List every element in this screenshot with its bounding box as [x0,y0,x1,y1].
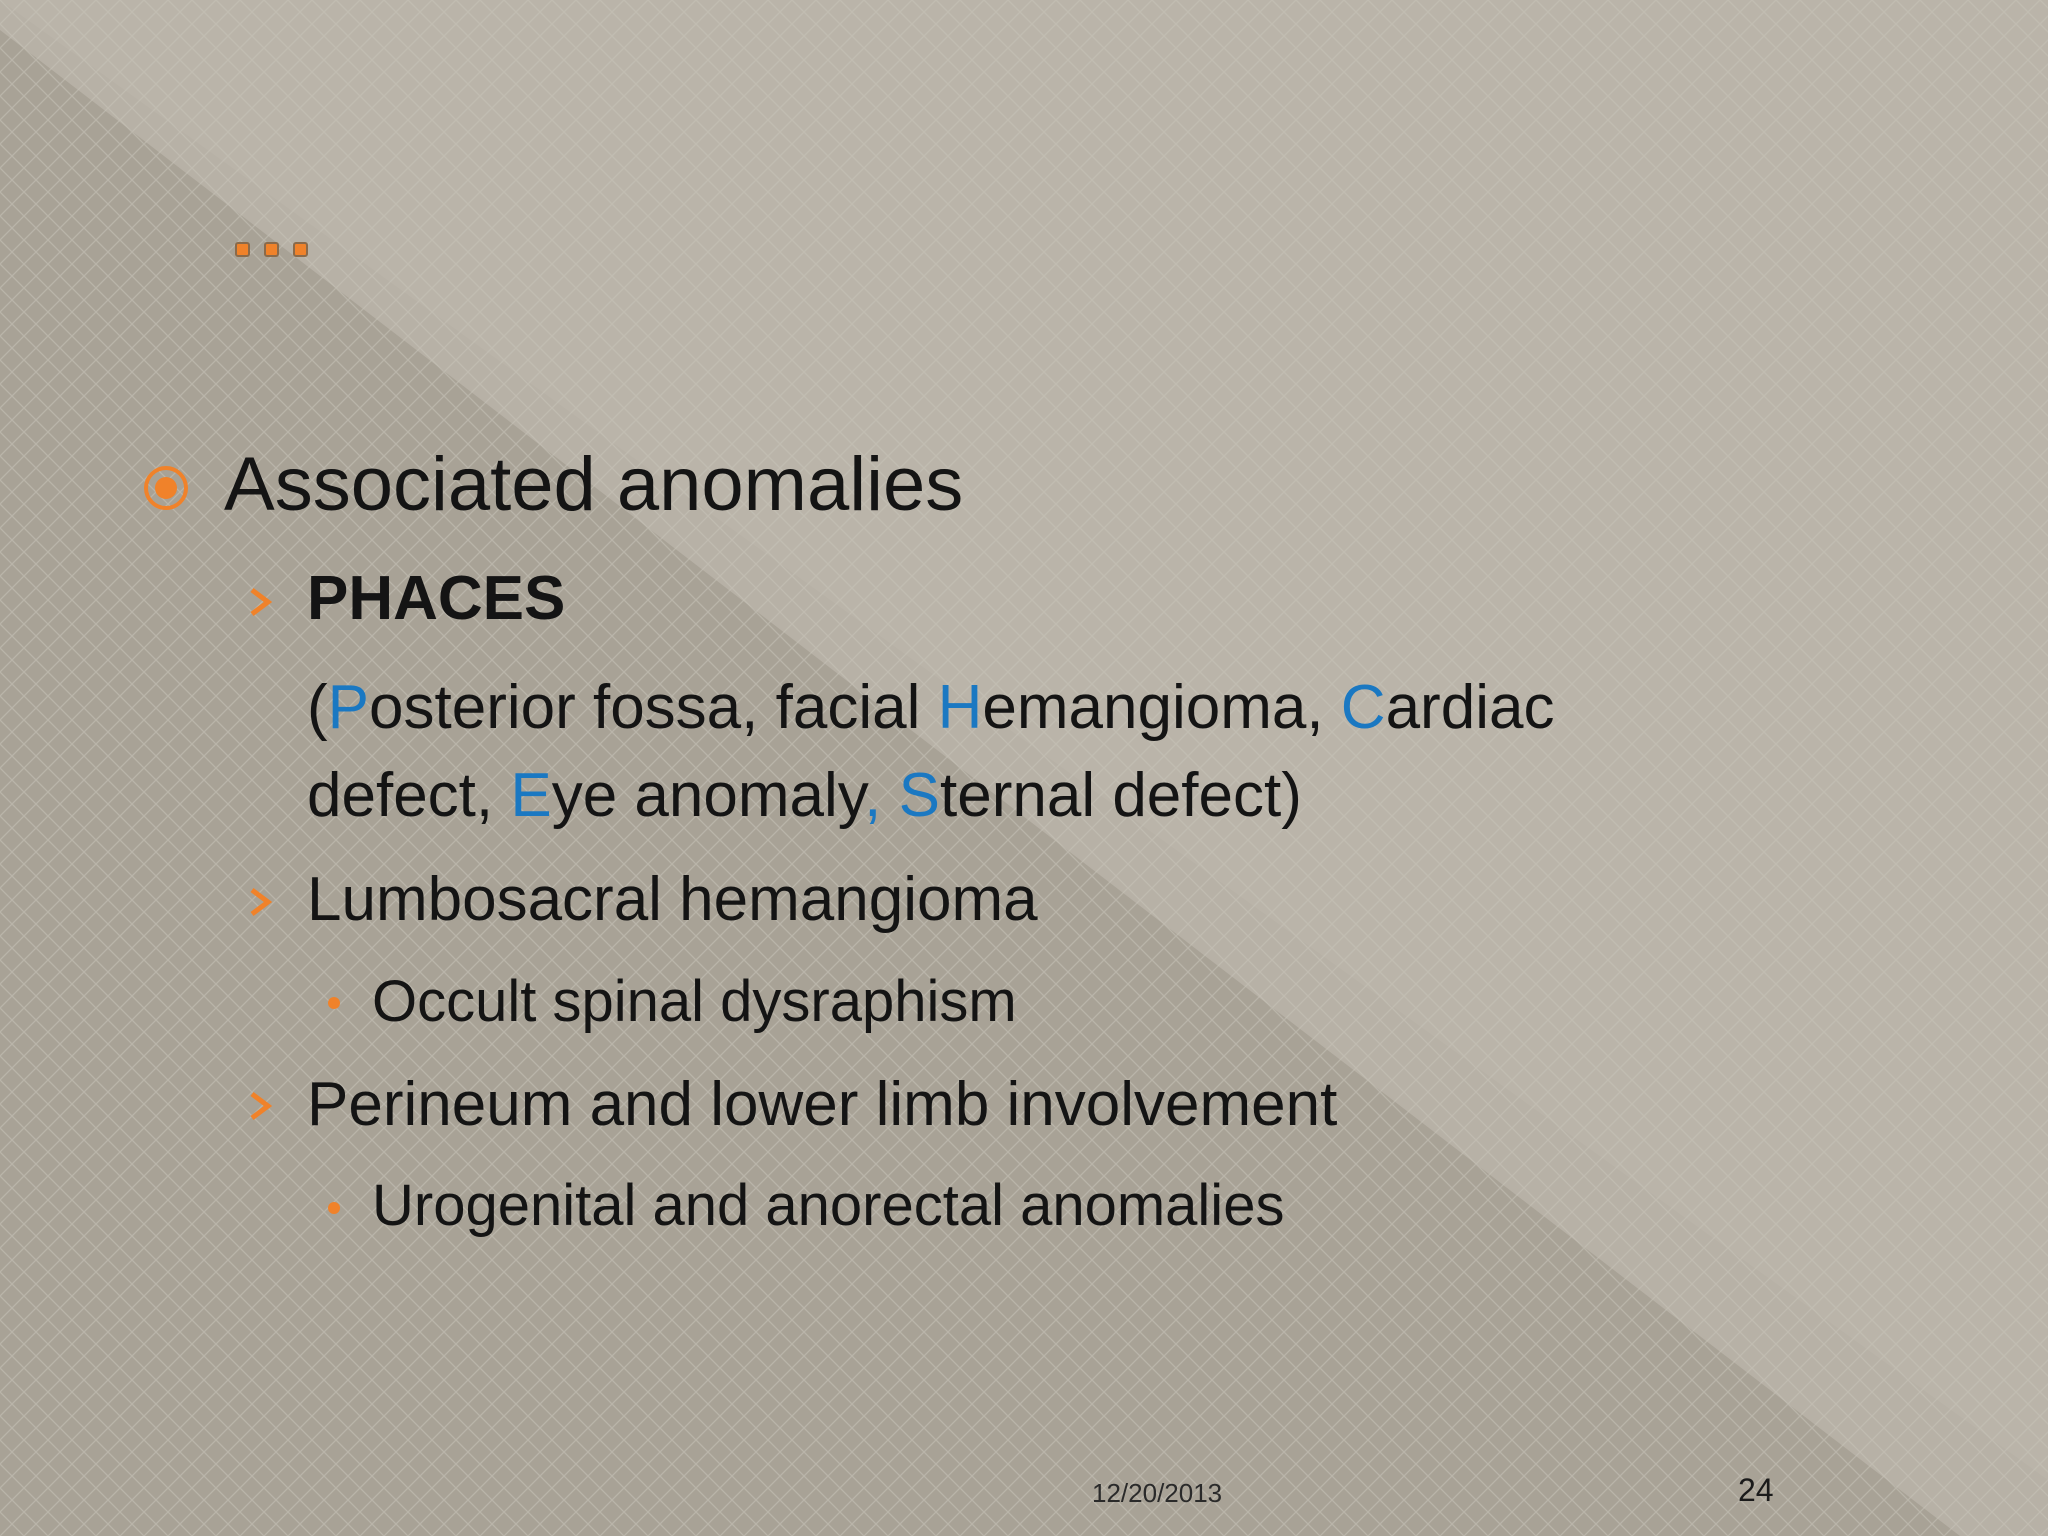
lumbosacral-label: Lumbosacral hemangioma [307,865,1038,934]
phaces-label: PHACES [307,564,566,633]
main-bullet-text: Associated anomalies [224,442,964,527]
chevron-bullet-icon [246,1088,276,1124]
phaces-detail-line-1: (Posterior fossa, facial Hemangioma, Cardiac [307,673,1555,742]
urogenital-text: Urogenital and anorectal anomalies [372,1173,1285,1238]
chevron-bullet-icon [246,584,276,620]
dot-bullet-icon [328,997,340,1009]
target-bullet-icon [142,464,190,512]
title-marker-icon [235,242,308,257]
phaces-detail-line-2: defect, Eye anomaly, Sternal defect) [307,761,1302,830]
chevron-bullet-icon [246,884,276,920]
slide-number: 24 [1738,1472,1774,1508]
footer-date: 12/20/2013 [1092,1478,1223,1508]
perineum-label: Perineum and lower limb involvement [307,1070,1338,1139]
occult-spinal-text: Occult spinal dysraphism [372,969,1017,1034]
dot-bullet-icon [328,1202,340,1214]
